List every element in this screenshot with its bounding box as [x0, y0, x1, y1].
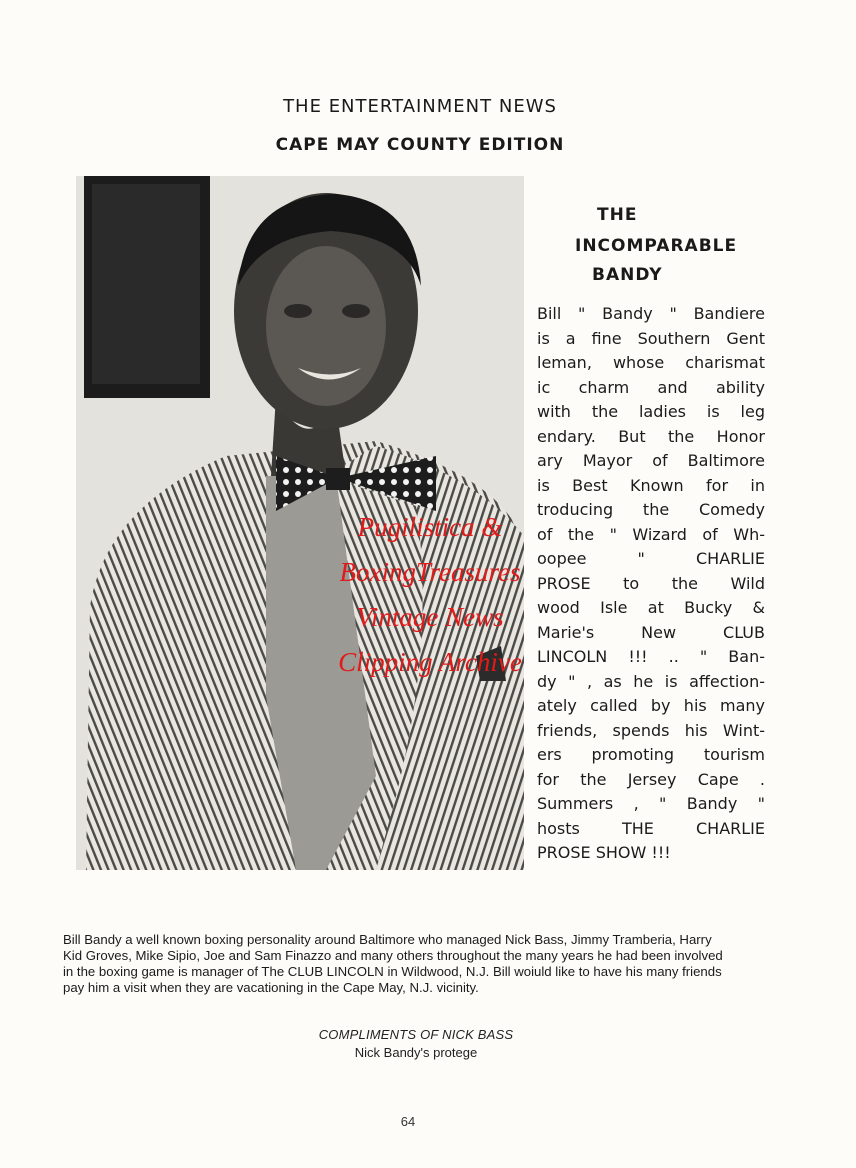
article-line: with the ladies is leg — [537, 402, 765, 421]
article-line: Bill " Bandy " Bandiere — [537, 304, 765, 323]
article-line: dy " , as he is affection- — [537, 671, 765, 691]
article-line: PROSE SHOW !!! — [537, 843, 671, 862]
compliments-line: COMPLIMENTS OF NICK BASS — [318, 1027, 514, 1042]
article-line: for the Jersey Cape . — [537, 769, 765, 789]
article-line: troducing the Comedy — [537, 500, 765, 519]
headline-line-2: INCOMPARABLE — [575, 236, 738, 256]
protege-line: Nick Bandy's protege — [354, 1045, 478, 1060]
caption-line: Kid Groves, Mike Sipio, Joe and Sam Finazzo and many others throughout the many years he had been involved — [63, 948, 723, 963]
article-line: is a fine Southern Gent — [537, 328, 765, 348]
article-line: Marie's New CLUB — [537, 622, 765, 642]
headline-line-1: THE — [597, 205, 638, 225]
article-line: ic charm and ability — [537, 377, 765, 397]
article-line: ary Mayor of Baltimore — [537, 451, 765, 470]
article-line: ately called by his many — [537, 696, 765, 715]
article-line: hosts THE CHARLIE — [537, 818, 765, 838]
watermark-line-4: Clipping Archive — [338, 647, 522, 677]
watermark-line-3: Vintage News — [356, 602, 504, 632]
masthead-title: THE ENTERTAINMENT NEWS — [283, 96, 557, 117]
caption-line: pay him a visit when they are vacationing in the Cape May, N.J. vicinity. — [63, 980, 479, 995]
caption-line: in the boxing game is manager of The CLUB LINCOLN in Wildwood, N.J. Bill woiuld like to have his many friends — [63, 964, 722, 979]
article-line: ers promoting tourism — [537, 745, 765, 764]
article-line: LINCOLN !!! .. " Ban- — [537, 647, 765, 666]
archive-watermark — [290, 505, 570, 685]
article-line: friends, spends his Wint- — [537, 720, 765, 740]
article-line: PROSE to the Wild — [537, 573, 765, 593]
watermark-line-1: Pugilistica & — [357, 512, 503, 542]
caption-line: Bill Bandy a well known boxing personality around Baltimore who managed Nick Bass, Jimmy Tramberia, Harry — [63, 932, 712, 947]
article-line: leman, whose charismat — [537, 353, 765, 372]
article-body — [537, 302, 765, 866]
photo-caption — [63, 932, 775, 996]
article-line: endary. But the Honor — [537, 426, 765, 446]
masthead-edition: CAPE MAY COUNTY EDITION — [275, 135, 565, 155]
article-line: of the " Wizard of Wh- — [537, 524, 765, 544]
article-line: oopee " CHARLIE — [537, 549, 765, 568]
watermark-line-2: BoxingTreasures — [339, 557, 521, 587]
headline-line-3: BANDY — [592, 265, 663, 285]
article-line: Summers , " Bandy " — [537, 794, 765, 813]
page-number: 64 — [400, 1114, 416, 1129]
article-line: is Best Known for in — [537, 475, 765, 495]
article-line: wood Isle at Bucky & — [537, 598, 765, 617]
